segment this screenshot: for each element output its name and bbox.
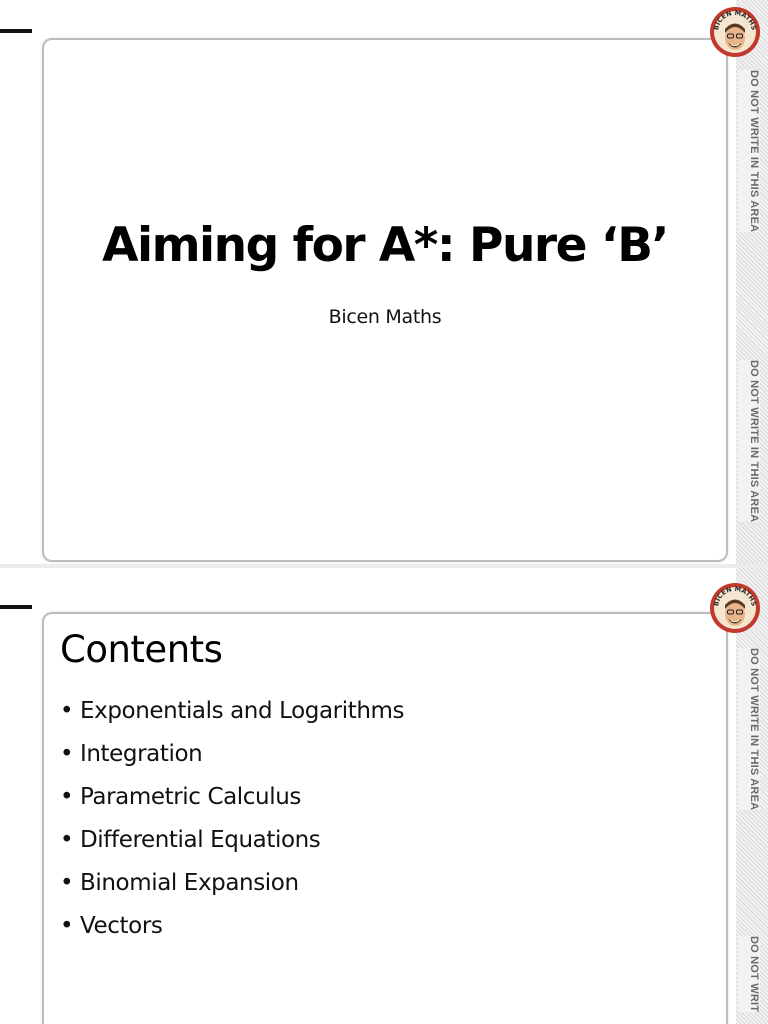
contents-item <box>60 870 404 913</box>
contents-item <box>60 698 404 741</box>
do-not-write-label: DO NOT WRITE IN THIS AREA <box>738 360 760 522</box>
bullet-icon: • <box>60 784 74 810</box>
slide-frame <box>42 38 728 562</box>
contents-item-label: Binomial Expansion <box>80 870 299 896</box>
contents-item <box>60 741 404 784</box>
contents-item <box>60 827 404 870</box>
margin-mark <box>0 605 32 609</box>
do-not-write-label: DO NOT WRIT <box>738 936 760 1012</box>
contents-item-label: Parametric Calculus <box>80 784 301 810</box>
bullet-icon: • <box>60 698 74 724</box>
margin-mark <box>0 29 32 33</box>
bullet-icon: • <box>60 913 74 939</box>
logo-text: BICEN MATHS <box>712 584 758 607</box>
bicen-maths-logo <box>709 582 761 634</box>
bullet-icon: • <box>60 741 74 767</box>
contents-item-label: Integration <box>80 741 203 767</box>
contents-item-label: Differential Equations <box>80 827 321 853</box>
contents-item <box>60 913 404 956</box>
slide-contents-page <box>0 568 768 1024</box>
contents-item-label: Exponentials and Logarithms <box>80 698 405 724</box>
logo-text: BICEN MATHS <box>712 8 758 31</box>
bullet-icon: • <box>60 827 74 853</box>
bicen-maths-logo <box>709 6 761 58</box>
slide-subtitle: Bicen Maths <box>328 306 442 328</box>
bullet-icon: • <box>60 870 74 896</box>
slide-title: Aiming for A*: Pure ‘B’ <box>102 218 668 273</box>
do-not-write-label: DO NOT WRITE IN THIS AREA <box>738 648 760 810</box>
do-not-write-label: DO NOT WRITE IN THIS AREA <box>738 70 760 232</box>
contents-item <box>60 784 404 827</box>
contents-heading: Contents <box>60 628 223 671</box>
contents-item-label: Vectors <box>80 913 163 939</box>
contents-list <box>60 698 404 956</box>
